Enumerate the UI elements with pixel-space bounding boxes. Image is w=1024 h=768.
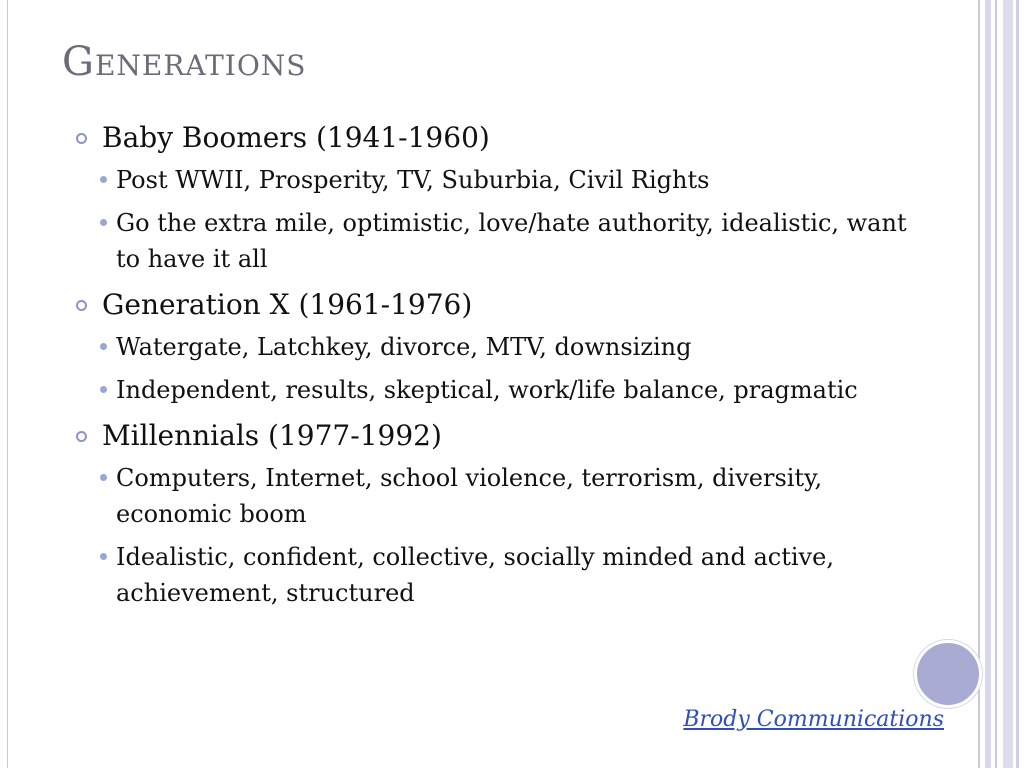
bullet-list <box>74 329 954 408</box>
bullet-item <box>74 372 916 408</box>
decor-bar <box>1003 0 1013 768</box>
bullet-dot-icon <box>100 474 107 481</box>
section-heading-text: Generation X (1961-1976) <box>102 288 473 321</box>
decor-bar <box>978 0 980 768</box>
decor-bar <box>995 0 997 768</box>
bullet-dot-icon <box>100 176 107 183</box>
section-heading-text: Baby Boomers (1941-1960) <box>102 121 490 154</box>
bullet-list <box>74 460 954 611</box>
decor-circle <box>914 640 982 708</box>
bullet-item <box>74 329 916 365</box>
bullet-item <box>74 539 916 611</box>
bullet-text: Idealistic, confident, collective, socially minded and active, achievement, structured <box>116 543 834 607</box>
section-heading-text: Millennials (1977-1992) <box>102 419 442 452</box>
bullet-dot-icon <box>100 553 107 560</box>
hollow-bullet-icon <box>76 300 87 311</box>
bullet-dot-icon <box>100 386 107 393</box>
bullet-dot-icon <box>100 343 107 350</box>
bullet-text: Computers, Internet, school violence, terrorism, diversity, economic boom <box>116 464 823 528</box>
slide-title: Generations <box>62 39 307 85</box>
decor-bar <box>1016 0 1019 768</box>
bullet-item <box>74 205 916 277</box>
bullet-text: Independent, results, skeptical, work/life balance, pragmatic <box>116 376 858 404</box>
section-heading <box>74 118 954 158</box>
bullet-list <box>74 162 954 277</box>
hollow-bullet-icon <box>76 431 87 442</box>
decor-bar <box>985 0 991 768</box>
slide-content <box>74 118 954 619</box>
section-heading <box>74 285 954 325</box>
bullet-item <box>74 460 916 532</box>
brody-communications-link[interactable]: Brody Communications <box>683 707 944 732</box>
bullet-text: Watergate, Latchkey, divorce, MTV, downsizing <box>116 333 692 361</box>
bullet-text: Go the extra mile, optimistic, love/hate authority, idealistic, want to have it all <box>116 209 907 273</box>
hollow-bullet-icon <box>76 133 87 144</box>
frame-left-line <box>7 0 8 768</box>
bullet-dot-icon <box>100 219 107 226</box>
bullet-item <box>74 162 916 198</box>
section-heading <box>74 416 954 456</box>
bullet-text: Post WWII, Prosperity, TV, Suburbia, Civil Rights <box>116 166 710 194</box>
